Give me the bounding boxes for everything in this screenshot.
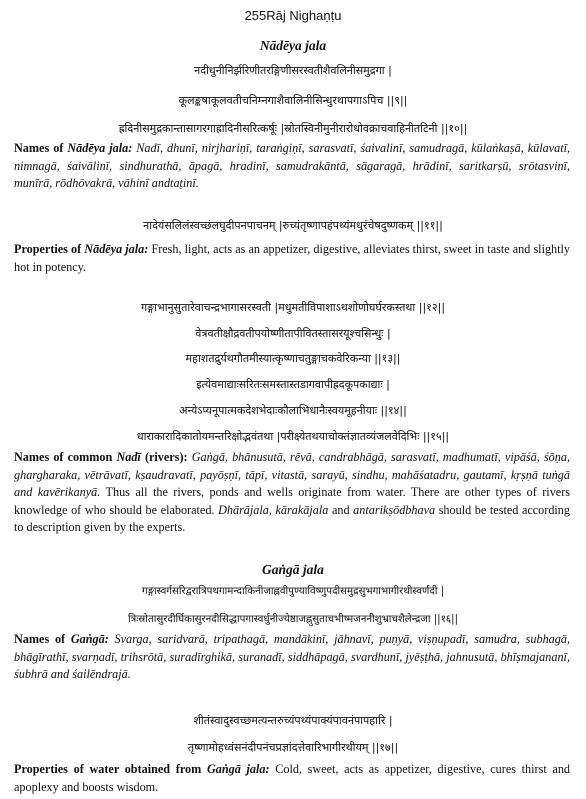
names-text-plain: Thus all the rivers, ponds and wells originate from water. There are other types of rivers knowledge of who should be elaborated. [14, 485, 570, 517]
properties-term: Nādēya jala: [84, 242, 149, 256]
names-text: Gaṅgā, bhānusutā, rēvā, candrabhāgā, sarasvatī, madhumatī, vipāśā, śōṇa, ghargharaka, vētrāvatī, kṣaudravatī, payōṣṇī, tāpī, vitastā, sarayū, sindhu, mahāśatadru, gautamī, kṛṣṇā tuṅgā and kavērikanyā. [14, 450, 571, 500]
properties-paragraph [14, 241, 570, 276]
verse-line: नादेयंसलिलंस्वच्छंलघुदीपनपाचनम् |रुच्यंतृष्णापहंपथ्यंमधुरंचेषदुष्णकम् ||११|| [143, 219, 443, 232]
properties-label: Properties of water obtained from [14, 762, 202, 776]
names-label: Names of [14, 632, 66, 646]
verse-line: ह्रदिनीसमुद्रकान्तासागरगाह्रादिनीसरित्कर्षूः |स्रोतस्विनीमुनीरारोधोवक्राचवाहिनीतटिनी ||१०|| [118, 122, 468, 135]
names-paragraph [14, 140, 570, 193]
properties-text: Fresh, light, acts as an appetizer, digestive, alleviates thirst, sweet in taste and slightly hot in potency. [14, 242, 571, 274]
tail-term: Dhārājala, kārakājala [218, 502, 329, 517]
names-term: Nādēya jala: [67, 141, 133, 155]
properties-label: Properties of [14, 242, 82, 256]
verse-line: गङ्गास्वर्गसरिद्वरात्रिपथगामन्दाकिनीजाह्नवीपुण्याविष्णुपदीसमुद्रसुभगाभागीरथीस्वर्णदी | [141, 586, 445, 597]
properties-paragraph [14, 761, 570, 796]
verse-line: नदीधुनीनिर्झरिणीतरङ्गिणीसरस्वतीशैवलिनीसमुद्रगा | [194, 64, 392, 77]
tail-and: and [331, 502, 350, 517]
names-term: Nadī [116, 450, 141, 464]
names-paragraph [14, 449, 570, 537]
names-text: Nadī, dhunī, nirjhariṇī, taraṅgiṇī, sarasvatī, śaivalinī, samudragā, kūlaṅkaṣā, kūlavatī, nimnagā, śaivālinī, sindhurathā, āpagā, hradinī, samudrakāntā, sāgaragā, hrādinī, saritkarṣū, srōtasvinī, munīrā, rōdhōvakrā, vāhinī andtaṭinī. [14, 141, 571, 191]
verse-line: गङ्गाभानुसुतारेवाचन्द्रभागासरस्वती |मधुमतीविपाशाऽथशोणोघर्घरकस्तथा ||१२|| [140, 301, 446, 314]
verse-line: इत्येवमाद्याःसरितःसमस्तास्तडागवापीह्रदकूपकाद्याः | [196, 378, 390, 391]
book-title: Rāj Nighaṇṭu [266, 8, 342, 23]
names-term: Gaṅgā: [70, 632, 109, 646]
section-title: Nādēya jala [259, 38, 327, 53]
names-label: Names of common [14, 450, 113, 464]
names-text: Svarga, saridvarā, tripathagā, mandākinī, jāhnavī, puṇyā, viṣṇupadī, samudra, subhagā, bhāgīrathī, svarṇadī, trihsrōtā, suradīrghikā, suranadī, siddhāpagā, svardhunī, jyēṣṭhā, jahnusutā, bhīṣmajananī, śubhrā and śailēndrajā. [14, 632, 571, 682]
verse-line: कूलङ्कषाकूलवतीचनिम्नगाशैवालिनीसिन्धुरथापगाऽपिच ||९|| [178, 94, 408, 107]
verse-line: त्रिःस्रोतासुरदीर्घिकासुरनदीसिद्धापगास्वर्धुनीज्येष्ठाजह्नुसुताचभीष्मजननीशुभ्राचशैलेन्द्रजा ||१६|| [127, 614, 459, 625]
running-header [0, 8, 586, 23]
verse-line: वेत्रवतीक्षौद्रवतीपयोष्णीतापीवितस्तासरयूश्चसिन्धुः | [195, 327, 391, 340]
verse-line: धाराकारादिकातोयमन्तरिक्षोद्भवंतथा |परीक्ष्येतथयाचोक्तंज्ञातव्यंजलवेदिभिः ||१५|| [136, 430, 450, 443]
names-paragraph [14, 631, 570, 684]
verse-line: तृष्णामोहध्वंसनंदीपनंचप्रज्ञांदत्तेवारिभागीरथीयम् ||१७|| [187, 741, 399, 754]
verse-line: शीतंस्वादुस्वच्छमत्यन्तरुच्यंपथ्यंपाक्यंपावनंपापहारि | [193, 714, 393, 727]
names-term-suffix: (rivers): [144, 450, 188, 464]
names-label: Names of [14, 141, 64, 155]
section-title: Gaṅgā jala [262, 562, 324, 577]
tail-text: should be tested according to description given by the experts. [14, 502, 570, 535]
verse-line: अन्येऽप्यनूपात्मकदेशभेदाःकौलाभिधानैःस्वयमूहनीयाः ||१४|| [179, 404, 407, 417]
verse-line: महाशतद्रुर्यथगौतमीस्यात्कृष्णाचतुङ्गाचकवेरिकन्या ||१३|| [185, 352, 401, 365]
properties-term: Gaṅgā jala: [206, 762, 270, 776]
properties-text: Cold, sweet, acts as appetizer, digestive, cures thirst and apoplexy and boosts wisdom. [14, 762, 571, 794]
tail-term: antarikṣōdbhava [353, 502, 436, 517]
page-number: 255 [244, 8, 267, 23]
